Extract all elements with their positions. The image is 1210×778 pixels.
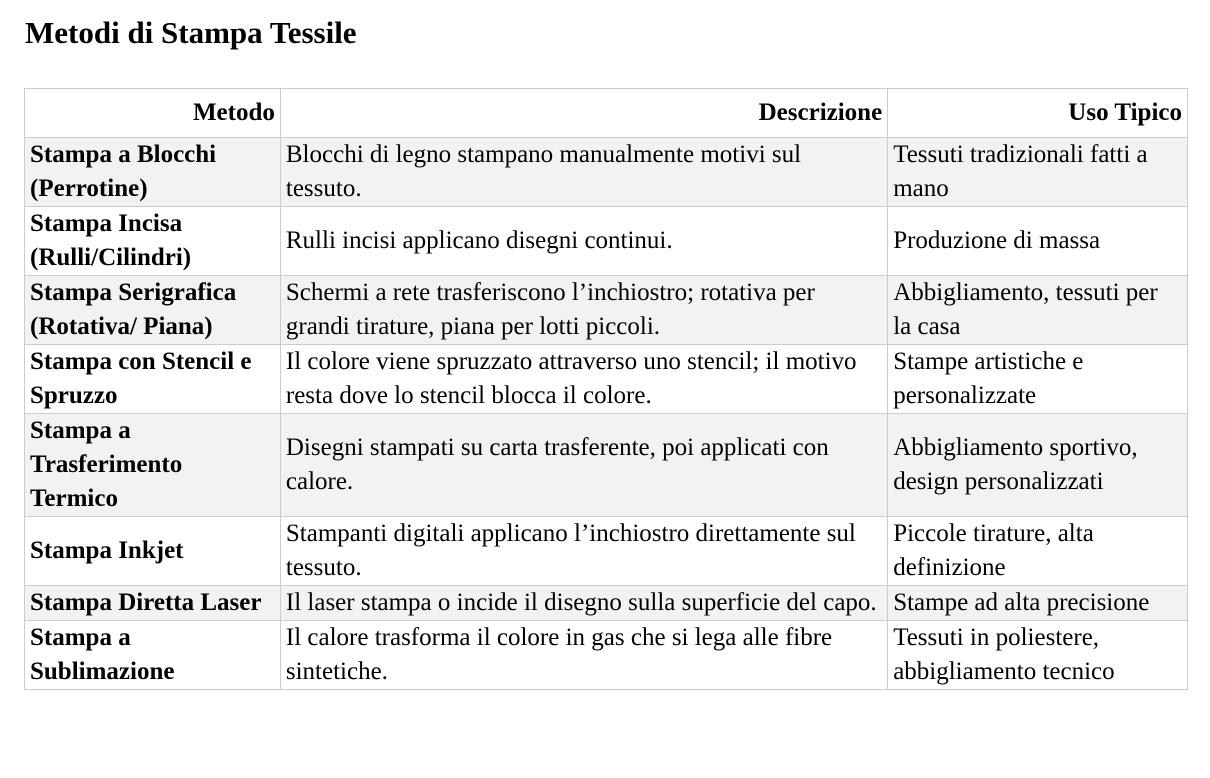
table-row (25, 276, 1188, 345)
method-cell: Stampa a Trasferimento Termico (25, 414, 281, 517)
table-row (25, 414, 1188, 517)
description-cell: Schermi a rete trasferiscono l’inchiostro; rotativa per grandi tirature, piana per lotti piccoli. (280, 276, 887, 345)
method-cell: Stampa Diretta Laser (25, 586, 281, 621)
column-header-typical-use: Uso Tipico (888, 89, 1188, 138)
description-cell: Il laser stampa o incide il disegno sulla superficie del capo. (280, 586, 887, 621)
description-cell: Disegni stampati su carta trasferente, poi applicati con calore. (280, 414, 887, 517)
typical-use-cell: Tessuti tradizionali fatti a mano (888, 138, 1188, 207)
method-cell: Stampa a Blocchi (Perrotine) (25, 138, 281, 207)
typical-use-cell: Tessuti in poliestere, abbigliamento tecnico (888, 621, 1188, 690)
column-header-description: Descrizione (280, 89, 887, 138)
method-cell: Stampa Inkjet (25, 517, 281, 586)
table-row (25, 138, 1188, 207)
table-row (25, 621, 1188, 690)
typical-use-cell: Piccole tirature, alta definizione (888, 517, 1188, 586)
table-row (25, 207, 1188, 276)
table-row (25, 345, 1188, 414)
description-cell: Rulli incisi applicano disegni continui. (280, 207, 887, 276)
table-row (25, 517, 1188, 586)
description-cell: Blocchi di legno stampano manualmente motivi sul tessuto. (280, 138, 887, 207)
method-cell: Stampa con Stencil e Spruzzo (25, 345, 281, 414)
description-cell: Stampanti digitali applicano l’inchiostro direttamente sul tessuto. (280, 517, 887, 586)
typical-use-cell: Stampe artistiche e personalizzate (888, 345, 1188, 414)
method-cell: Stampa a Sublimazione (25, 621, 281, 690)
page-title: Metodi di Stampa Tessile (25, 15, 357, 50)
table-header-row (25, 89, 1188, 138)
typical-use-cell: Stampe ad alta precisione (888, 586, 1188, 621)
typical-use-cell: Produzione di massa (888, 207, 1188, 276)
column-header-method: Metodo (25, 89, 281, 138)
table-row (25, 586, 1188, 621)
method-cell: Stampa Incisa (Rulli/Cilindri) (25, 207, 281, 276)
description-cell: Il calore trasforma il colore in gas che si lega alle fibre sintetiche. (280, 621, 887, 690)
typical-use-cell: Abbigliamento sportivo, design personalizzati (888, 414, 1188, 517)
printing-methods-table (24, 88, 1188, 690)
method-cell: Stampa Serigrafica (Rotativa/ Piana) (25, 276, 281, 345)
description-cell: Il colore viene spruzzato attraverso uno stencil; il motivo resta dove lo stencil blocca il colore. (280, 345, 887, 414)
typical-use-cell: Abbigliamento, tessuti per la casa (888, 276, 1188, 345)
